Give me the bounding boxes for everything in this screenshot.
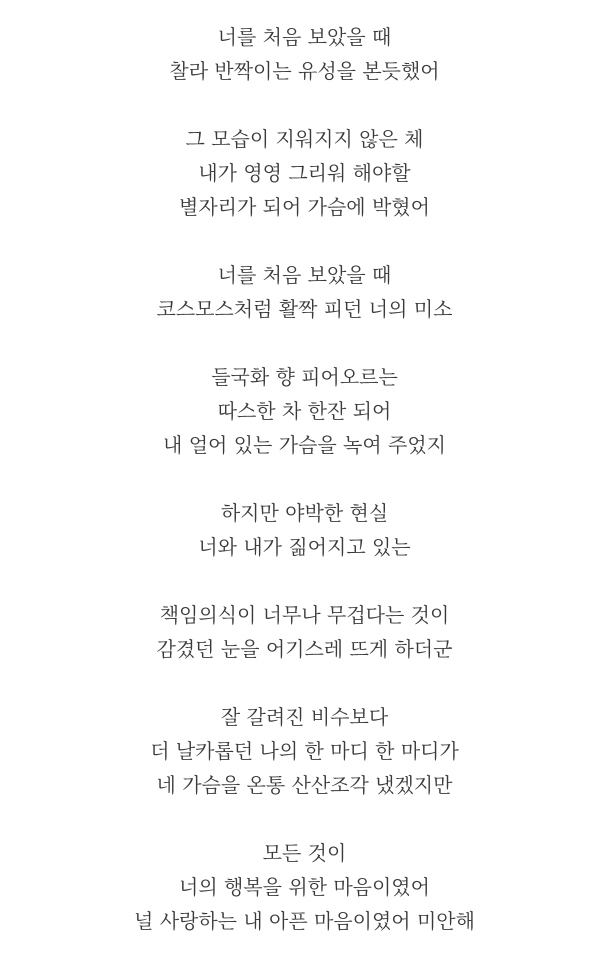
stanza-8	[0, 836, 609, 938]
stanza-3	[0, 258, 609, 326]
poem-line: 너를 처음 보았을 때	[217, 25, 392, 49]
stanza-6	[0, 598, 609, 666]
stanza-2	[0, 122, 609, 224]
poem-line: 내 얼어 있는 가슴을 녹여 주었지	[163, 433, 446, 457]
poem-line: 잘 갈려진 비수보다	[220, 705, 389, 729]
poem-line: 너의 행복을 위한 마음이였어	[179, 875, 430, 899]
poem-line: 내가 영영 그리워 해야할	[198, 161, 411, 185]
stanza-5	[0, 496, 609, 564]
poem-line: 책임의식이 너무나 무겁다는 것이	[159, 603, 450, 627]
stanza-7	[0, 700, 609, 802]
poem-line: 코스모스처럼 활짝 피던 너의 미소	[156, 297, 453, 321]
stanza-4	[0, 360, 609, 462]
poem-line: 따스한 차 한잔 되어	[217, 399, 392, 423]
poem-line: 네 가슴을 온통 산산조각 냈겠지만	[156, 773, 453, 797]
poem-line: 찰라 반짝이는 유성을 본듯했어	[169, 59, 440, 83]
poem-text	[0, 20, 609, 972]
poem-line: 별자리가 되어 가슴에 박혔어	[179, 195, 430, 219]
poem-line: 모든 것이	[262, 841, 347, 865]
poem-line: 더 날카롭던 나의 한 마디 한 마디가	[150, 739, 459, 763]
poem-line: 너를 처음 보았을 때	[217, 263, 392, 287]
poem-line: 너와 내가 짊어지고 있는	[198, 535, 411, 559]
stanza-1	[0, 20, 609, 88]
poem-line: 하지만 야박한 현실	[220, 501, 389, 525]
poem-line: 널 사랑하는 내 아픈 마음이였어 미안해	[134, 909, 475, 933]
poem-line: 감겼던 눈을 어기스레 뜨게 하더군	[156, 637, 453, 661]
poem-line: 들국화 향 피어오르는	[211, 365, 398, 389]
poem-line: 그 모습이 지워지지 않은 체	[185, 127, 424, 151]
